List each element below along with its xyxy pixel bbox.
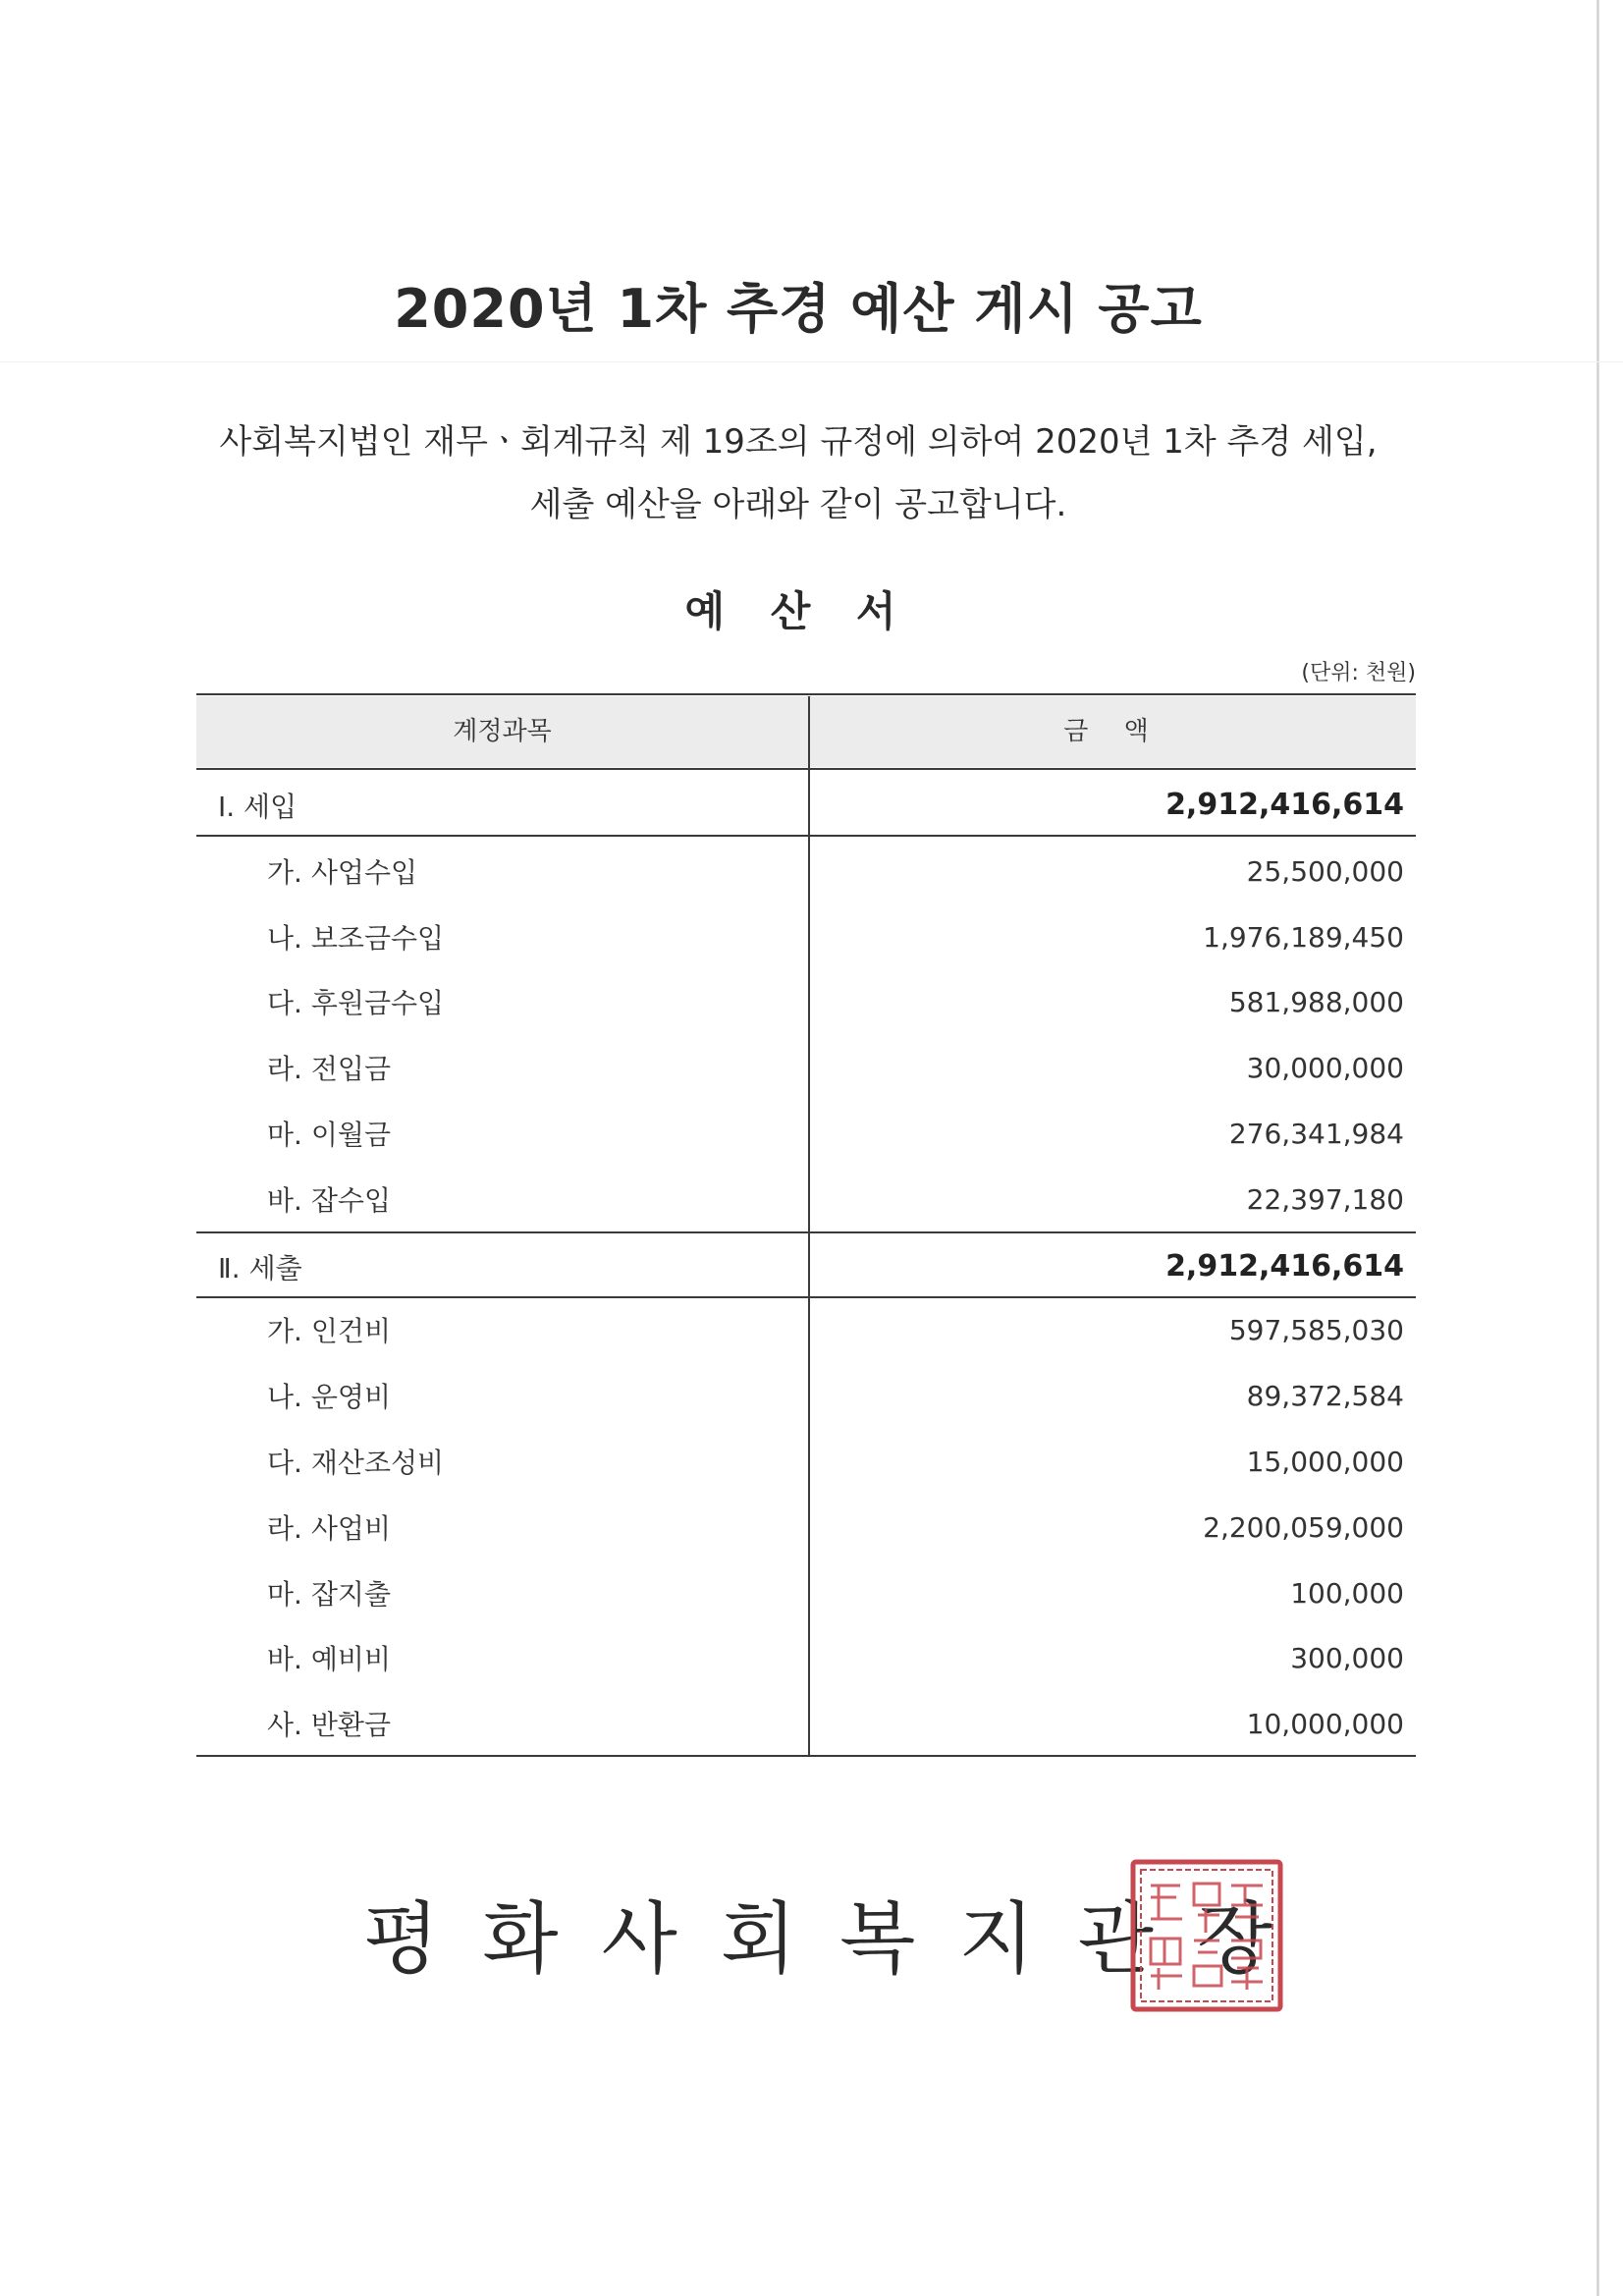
intro-paragraph (0, 410, 1596, 536)
header-account: 계정과목 (453, 717, 552, 746)
table-row (196, 1690, 1416, 1755)
institution-signature: 평화사회복지관장 (363, 1893, 1317, 1985)
amount-value: 89,372,584 (1246, 1380, 1404, 1413)
amount-value: 276,341,984 (1228, 1118, 1404, 1150)
amount-value: 2,912,416,614 (1165, 788, 1404, 822)
table-row (196, 1296, 1416, 1361)
account-name: 사. 반환금 (267, 1709, 391, 1742)
account-name: 나. 보조금수입 (267, 921, 445, 955)
budget-doc-title: 예 산 서 (684, 587, 912, 635)
table-row (196, 1559, 1416, 1624)
table-row (196, 1100, 1416, 1165)
table-row (196, 968, 1416, 1033)
amount-value: 2,200,059,000 (1203, 1510, 1404, 1544)
header-amount: 금 액 (1063, 717, 1163, 746)
account-name: 마. 이월금 (267, 1119, 391, 1151)
table-row (196, 1166, 1416, 1230)
scan-line (0, 361, 1623, 362)
amount-value: 100,000 (1290, 1576, 1404, 1610)
intro-line-2: 세출 예산을 아래와 같이 공고합니다. (529, 485, 1067, 524)
table-row (196, 1362, 1416, 1427)
amount-value: 1,976,189,450 (1203, 920, 1404, 954)
table-row (196, 1428, 1416, 1493)
table-row (196, 903, 1416, 968)
amount-value: 30,000,000 (1246, 1052, 1404, 1085)
account-name: Ⅰ. 세입 (218, 791, 298, 823)
table-row (196, 1494, 1416, 1558)
official-seal-icon (1129, 1858, 1284, 2013)
account-name: 마. 잡지출 (267, 1577, 391, 1611)
account-name: 바. 잡수입 (267, 1183, 391, 1217)
account-name: 다. 재산조성비 (267, 1447, 445, 1479)
table-category-row (196, 772, 1416, 837)
account-name: 라. 사업비 (267, 1511, 391, 1545)
amount-value: 300,000 (1290, 1642, 1404, 1675)
amount-value: 15,000,000 (1246, 1446, 1404, 1478)
budget-table (196, 693, 1416, 1758)
amount-value: 2,912,416,614 (1165, 1248, 1404, 1284)
page-title: 2020년 1차 추경 예산 게시 공고 (394, 278, 1203, 340)
intro-line-1: 사회복지법인 재무ㆍ회계규칙 제 19조의 규정에 의하여 2020년 1차 추경 세입, (219, 422, 1378, 462)
table-row (196, 1624, 1416, 1689)
account-name: 라. 전입금 (267, 1053, 391, 1086)
table-bottom-rule (196, 1755, 1416, 1757)
amount-value: 10,000,000 (1246, 1708, 1404, 1741)
amount-value: 597,585,030 (1228, 1314, 1404, 1347)
table-row (196, 838, 1416, 902)
account-name: 다. 후원금수입 (267, 987, 445, 1020)
account-name: 가. 사업수입 (267, 855, 418, 889)
table-top-rule (196, 693, 1416, 695)
table-row (196, 1034, 1416, 1099)
account-name: 바. 예비비 (267, 1643, 391, 1676)
amount-value: 22,397,180 (1246, 1182, 1404, 1216)
page-edge (1596, 0, 1599, 2296)
unit-label: (단위: 천원) (1301, 661, 1416, 685)
account-name: 나. 운영비 (267, 1381, 391, 1414)
table-category-row (196, 1231, 1416, 1298)
amount-value: 581,988,000 (1228, 986, 1404, 1019)
account-name: Ⅱ. 세출 (218, 1251, 302, 1285)
account-name: 가. 인건비 (267, 1315, 391, 1348)
table-header-rule (196, 768, 1416, 770)
amount-value: 25,500,000 (1246, 854, 1404, 888)
